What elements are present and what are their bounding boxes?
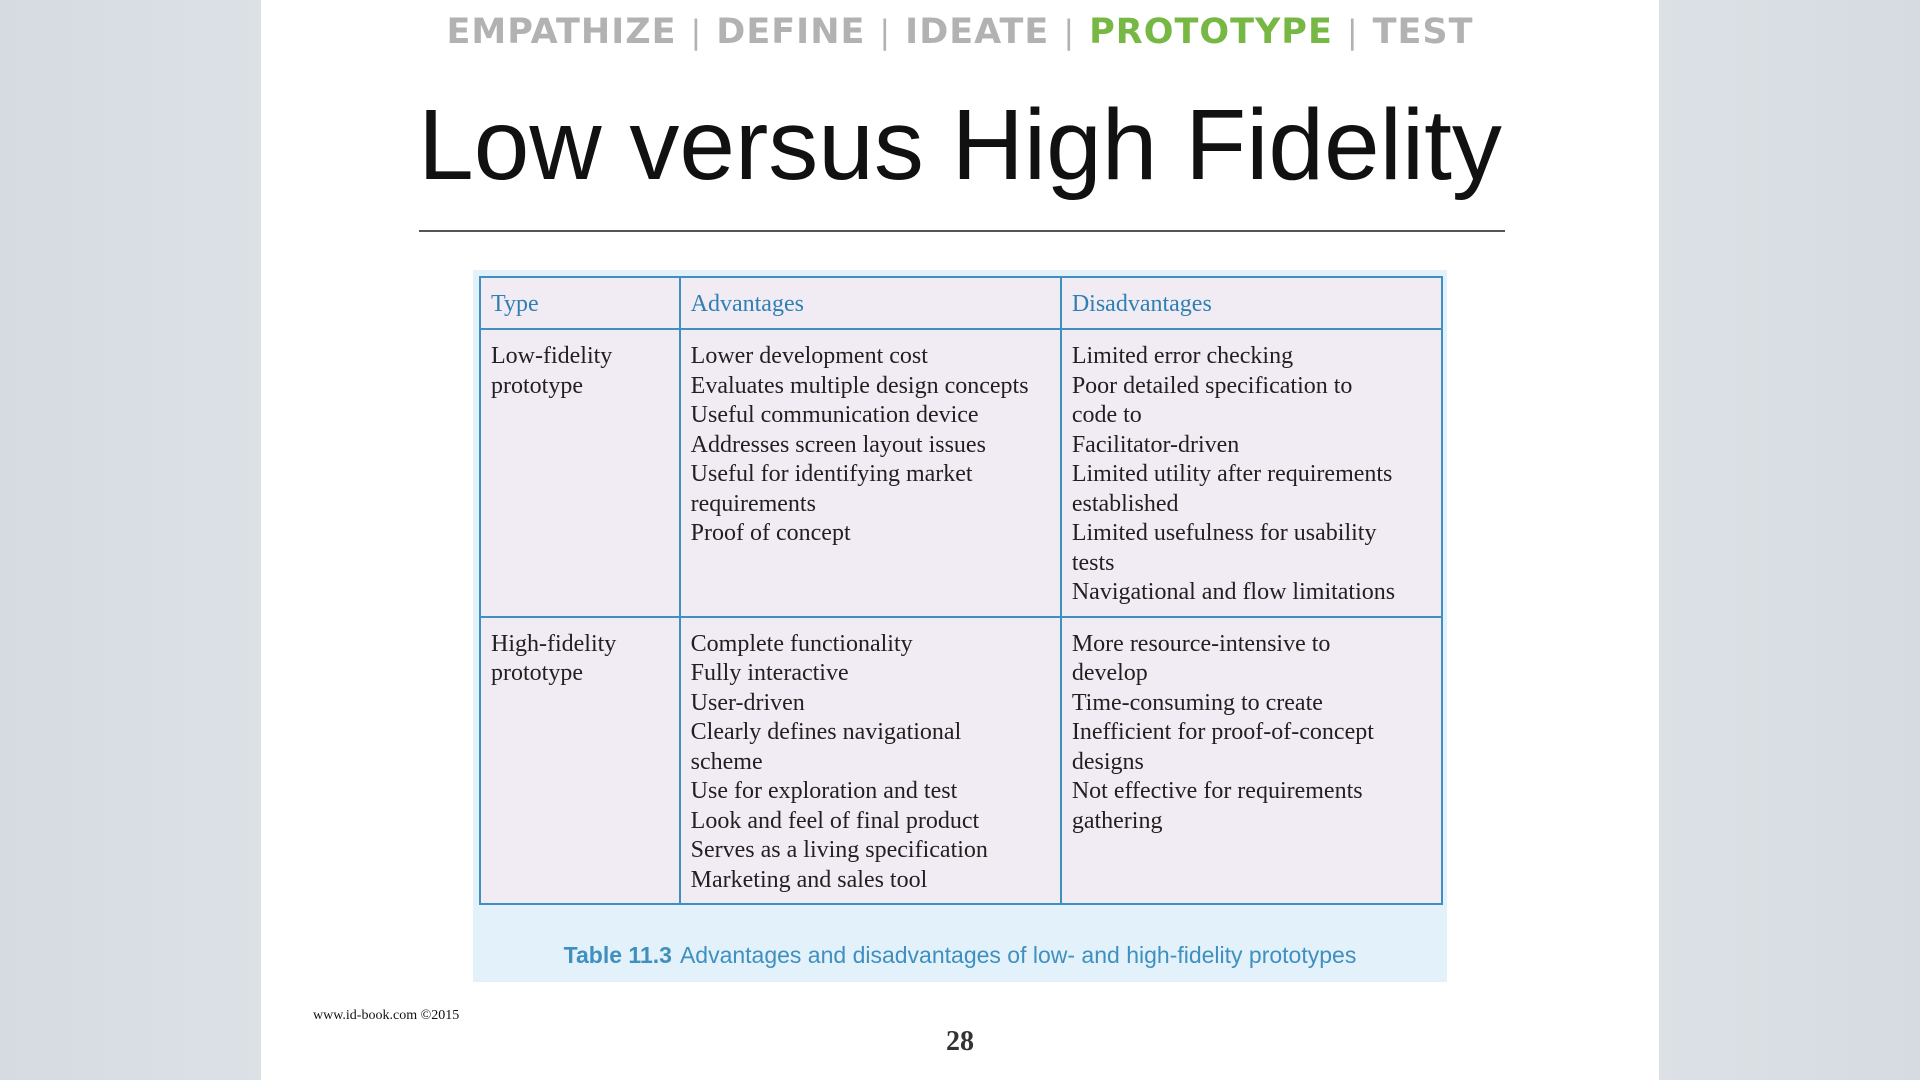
table-row-low-fidelity (480, 329, 1442, 617)
type-cell (480, 329, 680, 617)
disadvantages-line: Inefficient for proof-of-concept (1071, 719, 1374, 745)
page-number: 28 (946, 1026, 974, 1057)
header-type: Type (480, 277, 680, 329)
footer-credit: www.id-book.com ©2015 (313, 1008, 460, 1023)
type-line: Low-fidelity (491, 343, 613, 369)
advantages-line: Fully interactive (690, 660, 849, 686)
table-caption (473, 942, 1447, 969)
disadvantages-line: Limited error checking (1071, 343, 1294, 369)
design-thinking-phase-nav (261, 12, 1659, 52)
caption-number: Table 11.3 (563, 942, 672, 968)
phase-empathize: EMPATHIZE (446, 12, 677, 52)
table-header-row (480, 277, 1442, 329)
phase-test: TEST (1372, 12, 1474, 52)
phase-ideate: IDEATE (905, 12, 1050, 52)
advantages-cell (680, 329, 1061, 617)
phase-separator: | (879, 13, 892, 51)
advantages-line: Evaluates multiple design concepts (690, 372, 1029, 399)
header-disadvantages: Disadvantages (1061, 277, 1442, 329)
advantages-line: Complete functionality (690, 630, 913, 657)
slide (261, 0, 1659, 1080)
disadvantages-line: Facilitator-driven (1071, 431, 1240, 458)
disadvantages-line: Navigational and flow limitations (1071, 579, 1396, 605)
phase-separator: | (1346, 13, 1359, 51)
advantages-line: Proof of concept (690, 520, 851, 546)
caption-text: Advantages and disadvantages of low- and high-fidelity prototypes (679, 942, 1357, 968)
disadvantages-cell (1061, 329, 1442, 617)
disadvantages-cell (1061, 617, 1442, 905)
phase-define: DEFINE (716, 12, 866, 52)
advantages-line: Useful communication device (690, 402, 979, 428)
disadvantages-line: develop (1071, 660, 1148, 686)
disadvantages-line: Limited usefulness for usability (1071, 520, 1377, 546)
header-advantages: Advantages (680, 277, 1061, 329)
disadvantages-line: More resource-intensive to (1071, 630, 1331, 657)
type-line: High-fidelity (491, 630, 617, 657)
disadvantages-line: Poor detailed specification to (1071, 372, 1353, 399)
table-figure (473, 270, 1447, 982)
advantages-line: Addresses screen layout issues (690, 431, 986, 458)
advantages-line: Clearly defines navigational (690, 719, 962, 745)
disadvantages-line: tests (1071, 549, 1115, 576)
disadvantages-line: code to (1071, 402, 1142, 428)
title-divider (419, 230, 1505, 232)
advantages-line: Lower development cost (690, 343, 928, 369)
phase-separator: | (1063, 13, 1076, 51)
advantages-line: requirements (690, 490, 816, 517)
disadvantages-line: Time-consuming to create (1071, 689, 1323, 716)
advantages-line: Use for exploration and test (690, 778, 958, 804)
disadvantages-line: Not effective for requirements (1071, 778, 1363, 804)
disadvantages-line: established (1071, 490, 1179, 517)
advantages-line: Useful for identifying market (690, 461, 973, 487)
advantages-cell (680, 617, 1061, 905)
advantages-line: Serves as a living specification (690, 837, 988, 863)
slide-title: Low versus High Fidelity (418, 89, 1502, 201)
type-line: prototype (491, 372, 583, 399)
disadvantages-line: Limited utility after requirements (1071, 461, 1393, 487)
table-row-high-fidelity (480, 617, 1442, 905)
advantages-line: User-driven (690, 689, 805, 716)
type-cell (480, 617, 680, 905)
advantages-line: Marketing and sales tool (690, 866, 928, 893)
advantages-line: scheme (690, 748, 763, 775)
disadvantages-line: designs (1071, 748, 1144, 775)
advantages-line: Look and feel of final product (690, 807, 980, 834)
phase-prototype: PROTOTYPE (1089, 12, 1333, 52)
disadvantages-line: gathering (1071, 807, 1163, 834)
type-line: prototype (491, 660, 583, 686)
phase-separator: | (690, 13, 703, 51)
fidelity-comparison-table (479, 276, 1443, 905)
